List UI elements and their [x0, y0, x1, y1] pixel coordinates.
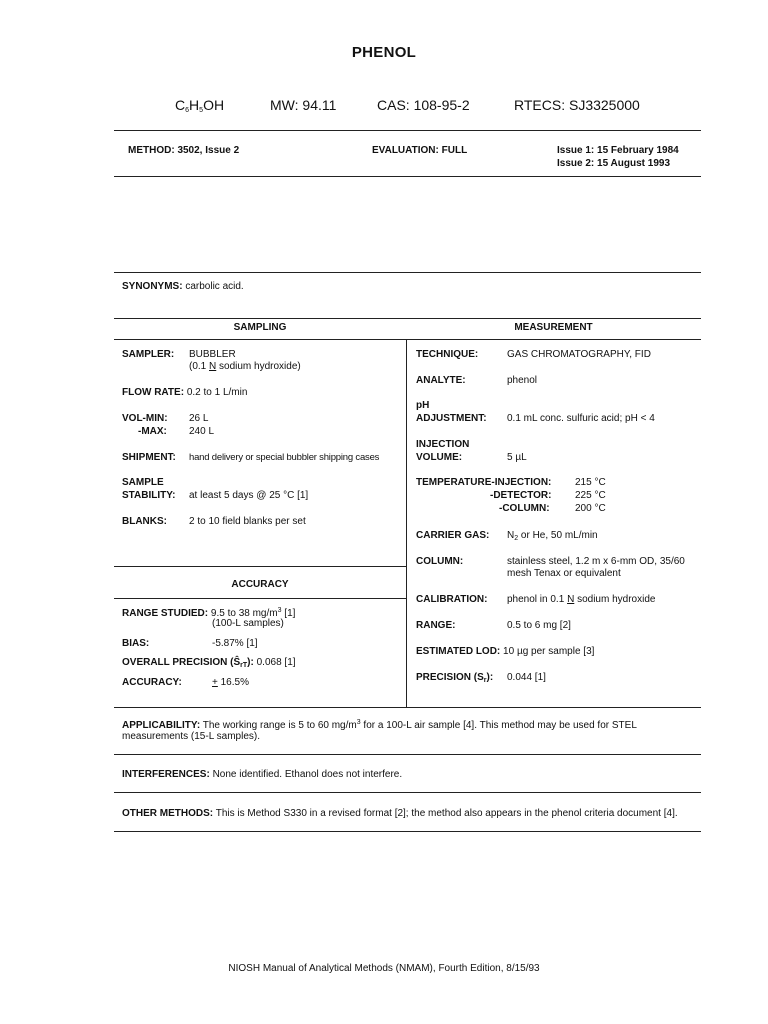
- column-divider: [406, 339, 407, 707]
- divider: [114, 176, 701, 177]
- technique-label: TECHNIQUE:: [416, 349, 479, 360]
- divider: [114, 831, 701, 832]
- divider: [114, 318, 701, 319]
- evaluation: EVALUATION: FULL: [372, 145, 468, 156]
- stability-label-2: STABILITY:: [122, 490, 176, 501]
- blanks-label: BLANKS:: [122, 516, 167, 527]
- shipment-label: SHIPMENT:: [122, 452, 176, 463]
- bias-value: -5.87% [1]: [212, 638, 258, 649]
- molecular-weight: MW: 94.11: [270, 97, 337, 113]
- cas-number: CAS: 108-95-2: [377, 97, 470, 113]
- calibration-value: phenol in 0.1 N sodium hydroxide: [507, 594, 656, 605]
- sampler-medium: (0.1 N sodium hydroxide): [189, 361, 301, 372]
- sampling-header: SAMPLING: [233, 322, 287, 333]
- footer: NIOSH Manual of Analytical Methods (NMAM), Fourth Edition, 8/15/93: [228, 963, 540, 974]
- column-value-2: mesh Tenax or equivalent: [507, 568, 621, 579]
- injection-volume-label: VOLUME:: [416, 452, 463, 463]
- rtecs-number: RTECS: SJ3325000: [514, 97, 640, 113]
- accuracy-value: + 16.5%: [212, 677, 249, 688]
- carrier-gas-value: $N_2$ or He, 50 mL/min: [507, 530, 598, 542]
- temp-detector-label: -DETECTOR:: [490, 490, 552, 501]
- issue-2: Issue 2: 15 August 1993: [557, 158, 671, 169]
- range-studied: RANGE STUDIED: 9.5 to 38 $mg/m^3$ [1]: [122, 607, 296, 619]
- overall-precision: OVERALL PRECISION $(Ŝ_{rT})$: 0.068 [1]: [122, 657, 296, 669]
- sampler-label: SAMPLER:: [122, 349, 175, 360]
- precision-label: PRECISION $(S_r)$:: [416, 672, 494, 684]
- ph-adjustment-label: ADJUSTMENT:: [416, 413, 487, 424]
- temp-detector-value: 225 °C: [575, 490, 606, 501]
- precision-value: 0.044 [1]: [507, 672, 546, 683]
- accuracy-header: ACCURACY: [231, 579, 289, 590]
- divider: [114, 130, 701, 131]
- bias-label: BIAS:: [122, 638, 150, 649]
- vol-min-value: 26 L: [189, 413, 209, 424]
- range-studied-samples: (100-L samples): [212, 618, 284, 629]
- divider: [114, 754, 701, 755]
- issue-1: Issue 1: 15 February 1984: [557, 145, 679, 156]
- injection-label: INJECTION: [416, 439, 470, 450]
- divider: [114, 339, 701, 340]
- shipment-value: hand delivery or special bubbler shipping cases: [189, 452, 380, 463]
- vol-min-label: VOL-MIN:: [122, 413, 168, 424]
- vol-max-label: -MAX:: [138, 426, 167, 437]
- measurement-header: MEASUREMENT: [514, 322, 593, 333]
- range-label: RANGE:: [416, 620, 456, 631]
- injection-volume-value: 5 µL: [507, 452, 527, 463]
- synonyms: SYNONYMS: carbolic acid.: [122, 281, 244, 292]
- divider: [114, 272, 701, 273]
- blanks-value: 2 to 10 field blanks per set: [189, 516, 306, 527]
- divider: [114, 792, 701, 793]
- temp-column-value: 200 °C: [575, 503, 606, 514]
- analyte-value: phenol: [507, 375, 538, 386]
- estimated-lod: ESTIMATED LOD: 10 µg per sample [3]: [416, 646, 595, 657]
- stability-value: at least 5 days @ 25 °C [1]: [189, 490, 309, 501]
- accuracy-label: ACCURACY:: [122, 677, 182, 688]
- range-value: 0.5 to 6 mg [2]: [507, 620, 571, 631]
- temp-column-label: -COLUMN:: [499, 503, 550, 514]
- divider: [114, 598, 406, 599]
- stability-label: SAMPLE: [122, 477, 164, 488]
- column-value: stainless steel, 1.2 m x 6-mm OD, 35/60: [507, 556, 685, 567]
- analyte-label: ANALYTE:: [416, 375, 466, 386]
- chemical-formula: $C_6H_5OH$: [175, 97, 225, 114]
- sampler-value: BUBBLER: [189, 349, 236, 360]
- interferences: INTERFERENCES: None identified. Ethanol does not interfere.: [122, 769, 403, 780]
- vol-max-value: 240 L: [189, 426, 215, 437]
- carrier-gas-label: CARRIER GAS:: [416, 530, 490, 541]
- calibration-label: CALIBRATION:: [416, 594, 488, 605]
- other-methods: OTHER METHODS: This is Method S330 in a revised format [2]; the method also appears in the phenol criteria document [4].: [122, 808, 678, 819]
- technique-value: GAS CHROMATOGRAPHY, FID: [507, 349, 651, 360]
- document-title: PHENOL: [351, 44, 417, 61]
- ph-adjustment-value: 0.1 mL conc. sulfuric acid; pH < 4: [507, 413, 655, 424]
- divider: [114, 566, 406, 567]
- method-number: METHOD: 3502, Issue 2: [128, 145, 240, 156]
- divider: [114, 707, 701, 708]
- temp-injection-value: 215 °C: [575, 477, 606, 488]
- flow-rate: FLOW RATE: 0.2 to 1 L/min: [122, 387, 248, 398]
- applicability: APPLICABILITY: The working range is 5 to 60 $mg/m^3$ for a 100-L air sample [4]. This method may be used for STEL: [122, 719, 637, 731]
- applicability-continued: measurements (15-L samples).: [122, 731, 261, 742]
- temp-injection-label: TEMPERATURE-INJECTION:: [416, 477, 552, 488]
- ph-label: pH: [416, 400, 430, 411]
- column-label: COLUMN:: [416, 556, 464, 567]
